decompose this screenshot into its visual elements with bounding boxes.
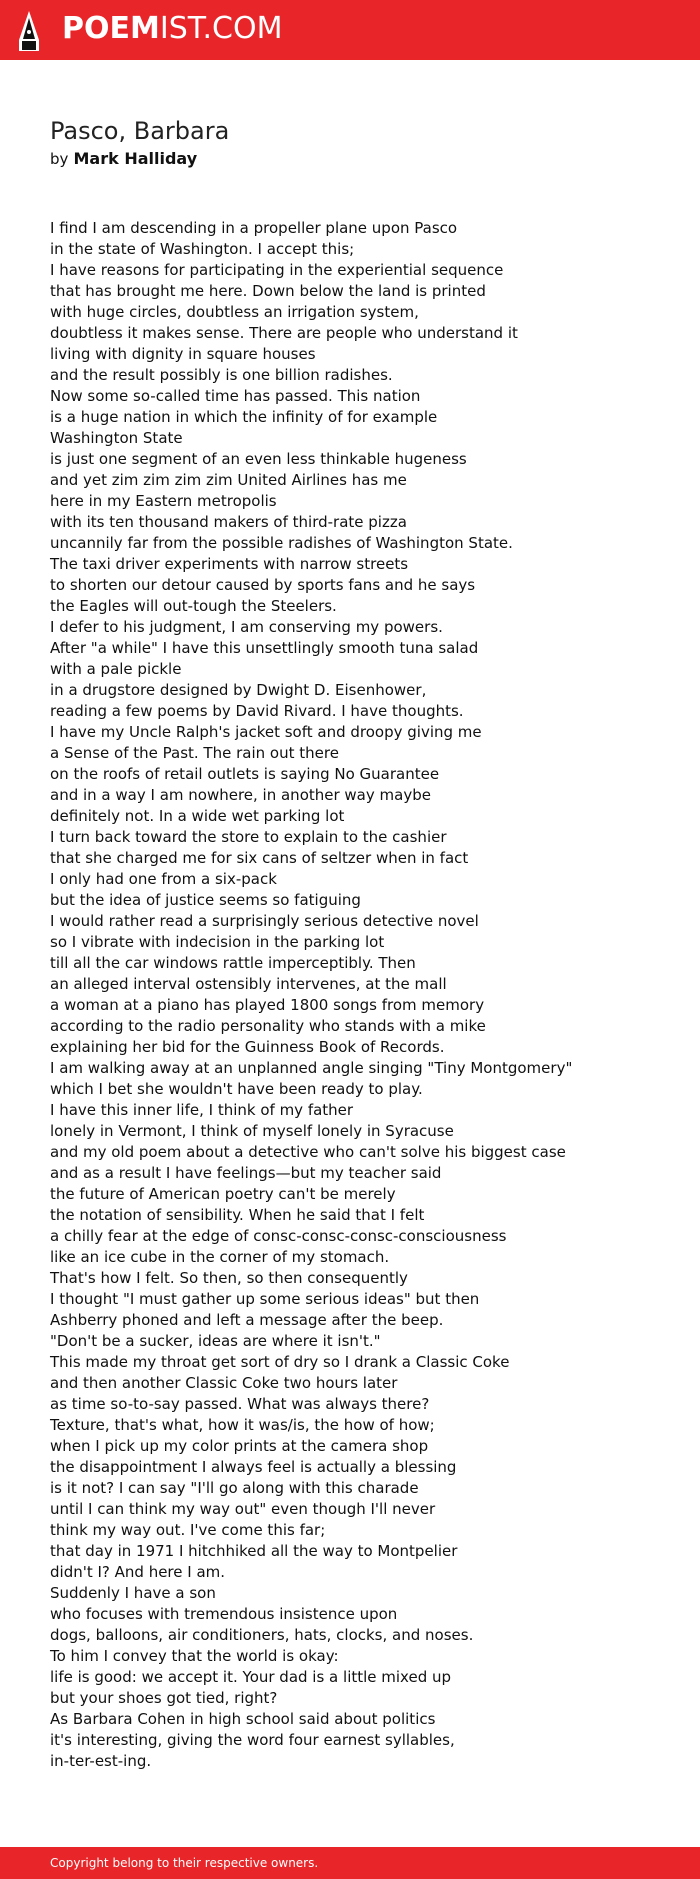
site-logo[interactable]: [62, 8, 282, 50]
pen-nib-icon: [16, 10, 42, 52]
poem-line: definitely not. In a wide wet parking lot: [50, 807, 345, 825]
poem-line: Ashberry phoned and left a message after the beep.: [50, 1311, 444, 1329]
poem-line: is just one segment of an even less thinkable hugeness: [50, 450, 467, 468]
poem-line: Texture, that's what, how it was/is, the how of how;: [50, 1416, 435, 1434]
poem-line: I thought "I must gather up some serious ideas" but then: [50, 1290, 480, 1308]
poem-line: After "a while" I have this unsettlingly smooth tuna salad: [50, 639, 479, 657]
poem-line: As Barbara Cohen in high school said about politics: [50, 1710, 436, 1728]
poem-line: a woman at a piano has played 1800 songs from memory: [50, 996, 485, 1014]
author-name: Mark Halliday: [73, 149, 198, 168]
poem-line: Washington State: [50, 429, 183, 447]
poem-line: I turn back toward the store to explain to the cashier: [50, 828, 447, 846]
poem-line: in the state of Washington. I accept this;: [50, 240, 355, 258]
poem-line: when I pick up my color prints at the camera shop: [50, 1437, 429, 1455]
poem-line: think my way out. I've come this far;: [50, 1521, 326, 1539]
poem-line: The taxi driver experiments with narrow streets: [50, 555, 409, 573]
poem-line: and my old poem about a detective who can't solve his biggest case: [50, 1143, 566, 1161]
poem-line: and then another Classic Coke two hours later: [50, 1374, 398, 1392]
poem-line: I have reasons for participating in the experiential sequence: [50, 261, 504, 279]
by-label: by: [50, 150, 69, 168]
poem-line: it's interesting, giving the word four earnest syllables,: [50, 1731, 455, 1749]
poem-line: "Don't be a sucker, ideas are where it isn't.": [50, 1332, 381, 1350]
poem-body: [50, 218, 670, 1772]
poem-line: Now some so-called time has passed. This nation: [50, 387, 421, 405]
poem-line: I defer to his judgment, I am conserving my powers.: [50, 618, 443, 636]
poem-line: didn't I? And here I am.: [50, 1563, 226, 1581]
poem-line: lonely in Vermont, I think of myself lonely in Syracuse: [50, 1122, 454, 1140]
poem-line: on the roofs of retail outlets is saying No Guarantee: [50, 765, 440, 783]
poem-line: the disappointment I always feel is actually a blessing: [50, 1458, 457, 1476]
poem-line: here in my Eastern metropolis: [50, 492, 277, 510]
poem-line: a Sense of the Past. The rain out there: [50, 744, 339, 762]
poem-line: I only had one from a six-pack: [50, 870, 277, 888]
poem-line: an alleged interval ostensibly intervenes, at the mall: [50, 975, 447, 993]
poem-line: in a drugstore designed by Dwight D. Eisenhower,: [50, 681, 427, 699]
poem-line: life is good: we accept it. Your dad is a little mixed up: [50, 1668, 452, 1686]
poem-line: dogs, balloons, air conditioners, hats, clocks, and noses.: [50, 1626, 474, 1644]
poem-line: is it not? I can say "I'll go along with this charade: [50, 1479, 419, 1497]
byline: [50, 149, 197, 169]
poem-line: with a pale pickle: [50, 660, 182, 678]
poem-line: To him I convey that the world is okay:: [50, 1647, 339, 1665]
poem-line: with huge circles, doubtless an irrigation system,: [50, 303, 419, 321]
poem-line: who focuses with tremendous insistence upon: [50, 1605, 398, 1623]
poem-line: explaining her bid for the Guinness Book of Records.: [50, 1038, 445, 1056]
poem-line: and the result possibly is one billion radishes.: [50, 366, 393, 384]
poem-line: the Eagles will out-tough the Steelers.: [50, 597, 337, 615]
poem-line: a chilly fear at the edge of consc-consc-consc-consciousness: [50, 1227, 507, 1245]
poem-line: living with dignity in square houses: [50, 345, 316, 363]
poem-line: that day in 1971 I hitchhiked all the way to Montpelier: [50, 1542, 458, 1560]
poem-line: and yet zim zim zim zim United Airlines has me: [50, 471, 407, 489]
poem-line: That's how I felt. So then, so then consequently: [50, 1269, 408, 1287]
poem-line: that has brought me here. Down below the land is printed: [50, 282, 486, 300]
poem-line: I find I am descending in a propeller plane upon Pasco: [50, 219, 458, 237]
poem-line: doubtless it makes sense. There are people who understand it: [50, 324, 518, 342]
poem-line: so I vibrate with indecision in the parking lot: [50, 933, 385, 951]
poem-line: according to the radio personality who stands with a mike: [50, 1017, 486, 1035]
poem-line: uncannily far from the possible radishes of Washington State.: [50, 534, 513, 552]
poem-line: I am walking away at an unplanned angle singing "Tiny Montgomery": [50, 1059, 573, 1077]
poem-line: with its ten thousand makers of third-rate pizza: [50, 513, 407, 531]
poem-line: till all the car windows rattle imperceptibly. Then: [50, 954, 416, 972]
poem-line: in-ter-est-ing.: [50, 1752, 152, 1770]
poem-line: as time so-to-say passed. What was always there?: [50, 1395, 430, 1413]
poem-line: I would rather read a surprisingly serious detective novel: [50, 912, 479, 930]
copyright-text: Copyright belong to their respective owners.: [50, 1856, 319, 1870]
poem-line: like an ice cube in the corner of my stomach.: [50, 1248, 390, 1266]
poem-title: Pasco, Barbara: [50, 117, 230, 145]
poem-line: I have this inner life, I think of my father: [50, 1101, 354, 1119]
poem-line: Suddenly I have a son: [50, 1584, 216, 1602]
poem-line: until I can think my way out" even though I'll never: [50, 1500, 436, 1518]
poem-line: that she charged me for six cans of seltzer when in fact: [50, 849, 469, 867]
poem-line: is a huge nation in which the infinity of for example: [50, 408, 438, 426]
poem-line: I have my Uncle Ralph's jacket soft and droopy giving me: [50, 723, 482, 741]
poem-line: and in a way I am nowhere, in another way maybe: [50, 786, 431, 804]
poem-line: to shorten our detour caused by sports fans and he says: [50, 576, 476, 594]
poem-line: the future of American poetry can't be merely: [50, 1185, 396, 1203]
logo-light-text: IST.COM: [159, 11, 283, 46]
site-footer: [0, 1847, 700, 1879]
poem-line: This made my throat get sort of dry so I drank a Classic Coke: [50, 1353, 510, 1371]
poem-line: and as a result I have feelings—but my teacher said: [50, 1164, 442, 1182]
site-header: [0, 0, 700, 60]
poem-line: reading a few poems by David Rivard. I have thoughts.: [50, 702, 464, 720]
poem-line: which I bet she wouldn't have been ready to play.: [50, 1080, 423, 1098]
poem-line: but your shoes got tied, right?: [50, 1689, 278, 1707]
poem-line: but the idea of justice seems so fatiguing: [50, 891, 361, 909]
poem-line: the notation of sensibility. When he said that I felt: [50, 1206, 425, 1224]
logo-bold-text: POEM: [62, 11, 160, 46]
